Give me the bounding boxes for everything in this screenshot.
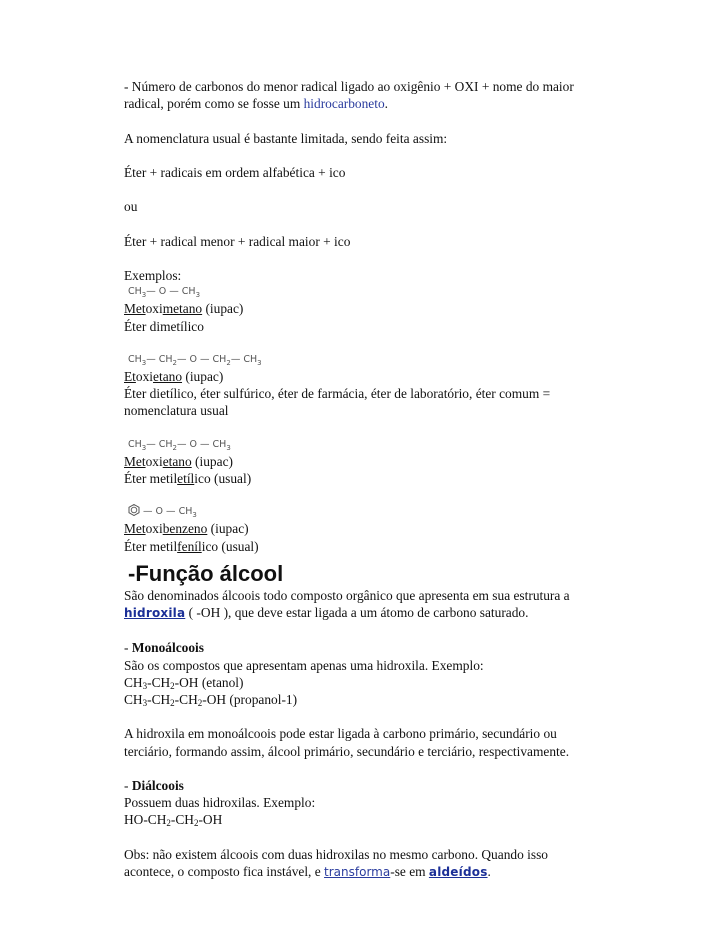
obs-line-2: acontece, o composto fica instável, e transforma-se em aldeídos.: [124, 863, 491, 879]
hidroxila-paragraph-line-1: A hidroxila em monoálcoois pode estar ligada à carbono primário, secundário ou: [124, 726, 557, 742]
usual-nomenclature-intro: A nomenclatura usual é bastante limitada, sendo feita assim:: [124, 130, 448, 146]
monoalcoois-title: - Monoálcoois: [124, 640, 204, 656]
example-iupac-name: Metoxietano (iupac): [124, 453, 233, 469]
example-usual-name: Éter metiletílico (usual): [124, 470, 252, 486]
transforma-link[interactable]: transforma: [324, 864, 391, 879]
dialcoois-description: Possuem duas hidroxilas. Exemplo:: [124, 795, 316, 811]
example-usual-name: nomenclatura usual: [124, 403, 229, 419]
dialcoois-title: - Diálcoois: [124, 777, 184, 793]
alcool-definition-line-2: hidroxila ( -OH ), que deve estar ligada a um átomo de carbono saturado.: [124, 604, 529, 620]
rule-1: Éter + radicais em ordem alfabética + ico: [124, 164, 346, 180]
alcool-definition-line-1: São denominados álcoois todo composto orgânico que apresenta em sua estrutura a: [124, 587, 570, 603]
hidrocarboneto-link[interactable]: hidrocarboneto: [303, 96, 385, 112]
aldeidos-link[interactable]: aldeídos: [428, 864, 488, 879]
rule-2: Éter + radical menor + radical maior + ico: [124, 233, 351, 249]
intro-line-1: - Número de carbonos do menor radical ligado ao oxigênio + OXI + nome do maior: [124, 79, 574, 94]
hidroxila-link[interactable]: hidroxila: [124, 605, 186, 620]
example-iupac-name: Etoxietano (iupac): [124, 368, 224, 384]
example-usual-name: Éter dimetílico: [124, 318, 204, 334]
structural-formula-image: $CH_3—$ $CH_2—$ O — $CH_2—$ $CH_3$: [128, 353, 262, 367]
intro-line-2: radical, porém como se fosse um hidrocarboneto.: [124, 96, 389, 112]
example-iupac-name: Metoximetano (iupac): [124, 301, 244, 317]
monoalcoois-example-etanol: $CH_3-CH_2-OH$ (etanol): [124, 674, 244, 691]
document-body: [124, 78, 594, 881]
structural-formula-image: — O — $CH_3$: [128, 504, 594, 520]
structural-formula-image: $CH_3—$ O — $CH_3$: [128, 286, 201, 300]
example-usual-name: Éter dietílico, éter sulfúrico, éter de farmácia, éter de laboratório, éter comum =: [124, 386, 551, 402]
hidroxila-paragraph-line-2: terciário, formando assim, álcool primário, secundário e terciário, respectivamente.: [124, 743, 570, 759]
example-iupac-name: Metoxibenzeno (iupac): [124, 521, 249, 537]
dialcoois-example: $HO-CH_2-CH_2-OH$: [124, 812, 223, 829]
example-usual-name: Éter metilfenílico (usual): [124, 538, 259, 554]
structural-formula-image: $CH_3—$ $CH_2—$ O — $CH_3$: [128, 438, 231, 452]
monoalcoois-example-propanol: $CH_3-CH_2-CH_2-OH$ (propanol-1): [124, 691, 298, 708]
obs-line-1: Obs: não existem álcoois com duas hidroxilas no mesmo carbono. Quando isso: [124, 846, 548, 862]
section-heading-funcao-alcool: -Função álcool: [128, 560, 284, 586]
rule-or: ou: [124, 199, 138, 215]
monoalcoois-description: São os compostos que apresentam apenas uma hidroxila. Exemplo:: [124, 657, 484, 673]
examples-label: Exemplos:: [124, 268, 182, 284]
benzene-ring-icon: [128, 504, 140, 516]
